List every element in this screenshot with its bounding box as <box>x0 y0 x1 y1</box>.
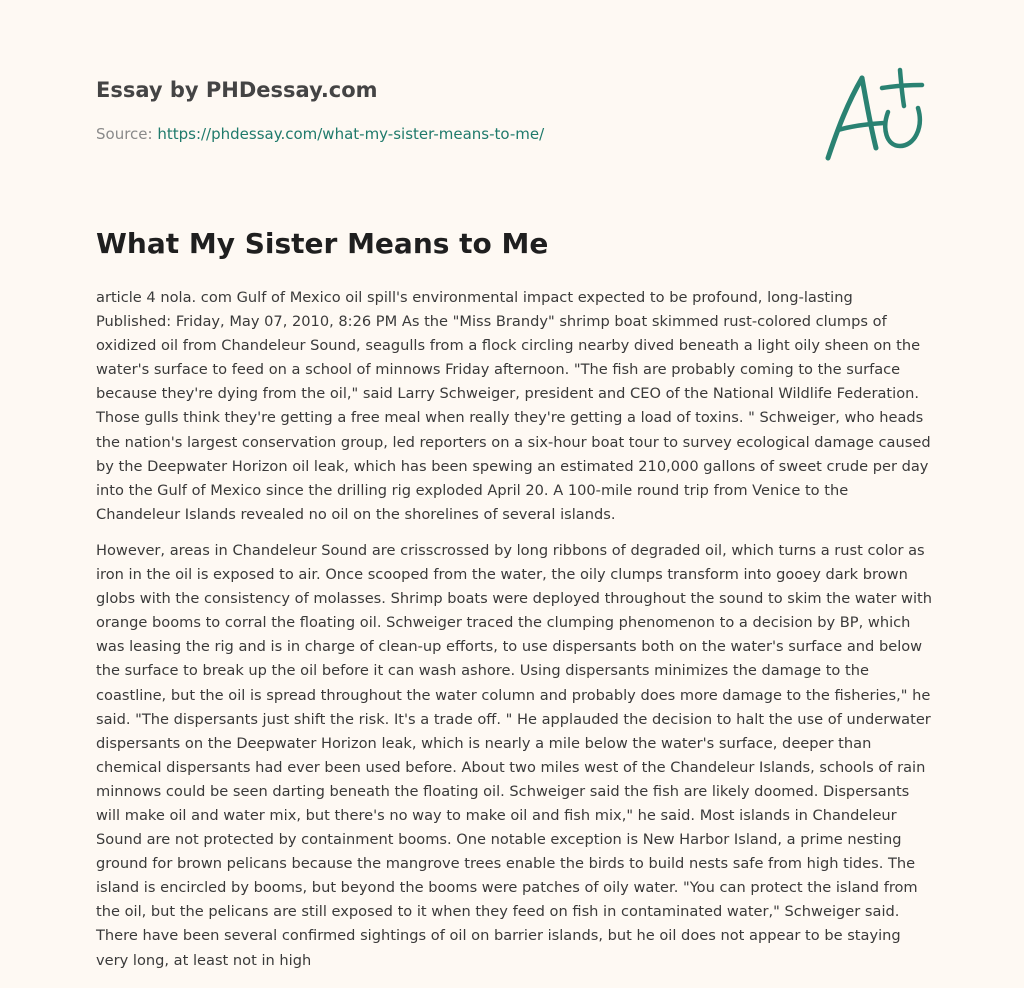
essay-title: What My Sister Means to Me <box>96 227 549 260</box>
source-link[interactable]: https://phdessay.com/what-my-sister-means-to-me/ <box>157 125 545 143</box>
essay-paragraph: article 4 nola. com Gulf of Mexico oil spill's environmental impact expected to be profound, long-lasting Published: Friday, May 07, 2010, 8:26 PM As the "Miss Brandy" shrimp boat skimmed rust-colored clumps of oxidized oil from Chandeleur Sound, seagulls from a flock circling nearby dived beneath a light oily sheen on the water's surface to feed on a school of minnows Friday afternoon. "The fish are probably coming to the surface because they're dying from the oil," said Larry Schweiger, president and CEO of the National Wildlife Federation. Those gulls think they're getting a free meal when really they're getting a load of toxins. " Schweiger, who heads the nation's largest conservation group, led reporters on a six-hour boat tour to survey ecological damage caused by the Deepwater Horizon oil leak, which has been spewing an estimated 210,000 gallons of sweet crude per day into the Gulf of Mexico since the drilling rig exploded April 20. A 100-mile round trip from Venice to the Chandeleur Islands revealed no oil on the shorelines of several islands. <box>96 289 931 523</box>
site-brand: Essay by PHDessay.com <box>96 78 378 102</box>
essay-header <box>96 76 796 144</box>
source-label: Source: <box>96 125 158 143</box>
essay-body <box>96 286 932 985</box>
essay-paragraph: However, areas in Chandeleur Sound are crisscrossed by long ribbons of degraded oil, which turns a rust color as iron in the oil is exposed to air. Once scooped from the water, the oily clumps transform into gooey dark brown globs with the consistency of molasses. Shrimp boats were deployed throughout the sound to skim the water with orange booms to corral the floating oil. Schweiger traced the clumping phenomenon to a decision by BP, which was leasing the rig and is in charge of clean-up efforts, to use dispersants both on the water's surface and below the surface to break up the oil before it can wash ashore. Using dispersants minimizes the damage to the coastline, but the oil is spread throughout the water column and probably does more damage to the fisheries," he said. "The dispersants just shift the risk. It's a trade off. " He applauded the decision to halt the use of underwater dispersants on the Deepwater Horizon leak, which is nearly a mile below the water's surface, deeper than chemical dispersants had ever been used before. About two miles west of the Chandeleur Islands, schools of rain minnows could be seen darting beneath the floating oil. Schweiger said the fish are likely doomed. Dispersants will make oil and water mix, but there's no way to make oil and fish mix," he said. Most islands in Chandeleur Sound are not protected by containment booms. One notable exception is New Harbor Island, a prime nesting ground for brown pelicans because the mangrove trees enable the birds to build nests safe from high tides. The island is encircled by booms, but beyond the booms were patches of oily water. "You can protect the island from the oil, but the pelicans are still exposed to it when they feed on fish in contaminated water," Schweiger said. There have been several confirmed sightings of oil on barrier islands, but he oil does not appear to be staying very long, at least not in high <box>96 541 932 969</box>
source-line <box>96 124 796 144</box>
a-plus-logo-icon <box>818 66 930 166</box>
